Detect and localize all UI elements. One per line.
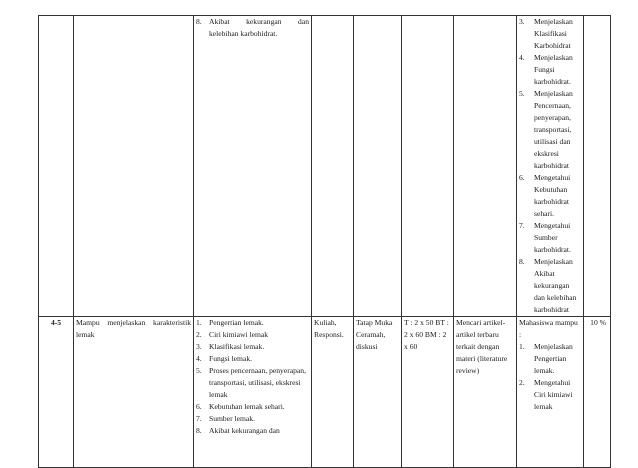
cell-pengalaman [354,16,402,317]
list-text: Fungsi lemak. [209,354,253,363]
table-row [39,16,611,317]
cell-indikator [517,16,584,317]
list-number: 8. [519,257,525,266]
materi-list [196,16,309,40]
list-number: 6. [519,173,525,182]
list-number: 4. [196,354,202,363]
cell-materi [194,317,312,468]
cell-materi [194,16,312,317]
list-text: Akibat kekurangan dan kelebihan karbohidrat. [209,17,309,38]
cell-tugas [454,16,517,317]
list-number: 4. [519,53,525,62]
list-number: 2. [196,330,202,339]
list-item [519,16,581,52]
list-item [196,365,309,401]
cell-waktu [402,16,454,317]
materi-list [196,317,309,437]
cell-metode [312,16,354,317]
cell-kemampuan [74,16,194,317]
indikator-list [519,341,581,413]
list-number: 8. [196,17,202,26]
list-number: 5. [519,89,525,98]
cell-bobot [584,16,611,317]
cell-no [39,16,74,317]
list-item [519,52,581,88]
list-text: Menjelaskan Akibat kekurangan dan kelebihan karbohidrat [534,257,577,314]
list-number: 3. [519,17,525,26]
indikator-list [519,16,581,316]
list-item [196,341,309,353]
list-text: Proses pencernaan, penyerapan, transportasi, utilisasi, ekskresi lemak [209,366,306,399]
list-number: 3. [196,342,202,351]
syllabus-table [38,15,611,468]
cell-tugas: Mencari artikel-artikel terbaru terkait dengan materi (literature review) [454,317,517,468]
cell-metode: Kuliah, Responsi. [312,317,354,468]
cell-pengalaman: Tatap Muka Ceramah, diskusi [354,317,402,468]
list-item [196,353,309,365]
list-item [519,341,581,377]
list-text: Mengetahui Sumber karbohidrat. [534,221,571,254]
kemampuan-text: Mampu menjelaskan karakteristik lemak [76,318,191,339]
cell-bobot: 10 % [584,317,611,468]
list-item [196,329,309,341]
list-number: 6. [196,402,202,411]
list-item [519,88,581,172]
list-text: Ciri kimiawi lemak [209,330,269,339]
list-number: 7. [196,414,202,423]
list-number: 1. [196,318,202,327]
list-text: Menjelaskan Pencernaan, penyerapan, transportasi, utilisasi dan ekskresi karbohidrat [534,89,573,170]
list-text: Menjelaskan Klasifikasi Karbohidrat [534,17,573,50]
list-number: 2. [519,378,525,387]
list-text: Sumber lemak. [209,414,255,423]
list-text: Klasifikasi lemak. [209,342,265,351]
list-item [196,401,309,413]
list-text: Menjelaskan Pengertian lemak. [534,342,573,375]
list-text: Mengetahui Kebutuhan karbohidrat sehari. [534,173,571,218]
list-item [196,16,309,40]
list-item [519,377,581,413]
cell-kemampuan [74,317,194,468]
list-item [196,413,309,425]
list-text: Akibat kekurangan dan [209,426,280,435]
list-text: Pengertian lemak. [209,318,264,327]
list-number: 7. [519,221,525,230]
cell-indikator [517,317,584,468]
list-item [196,425,309,437]
list-item [519,220,581,256]
list-text: Kebutuhan lemak sehari. [209,402,285,411]
list-item [519,256,581,316]
list-item [519,172,581,220]
list-number: 5. [196,366,202,375]
list-number: 8. [196,426,202,435]
list-text: Menjelaskan Fungsi karbohidrat. [534,53,573,86]
indikator-intro: Mahasiswa mampu : [519,318,578,339]
cell-waktu: T : 2 x 50 BT : 2 x 60 BM : 2 x 60 [402,317,454,468]
table-row [39,317,611,468]
cell-no: 4-5 [39,317,74,468]
list-number: 1. [519,342,525,351]
list-item [196,317,309,329]
list-text: Mengetahui Ciri kimiawi lemak [534,378,573,411]
